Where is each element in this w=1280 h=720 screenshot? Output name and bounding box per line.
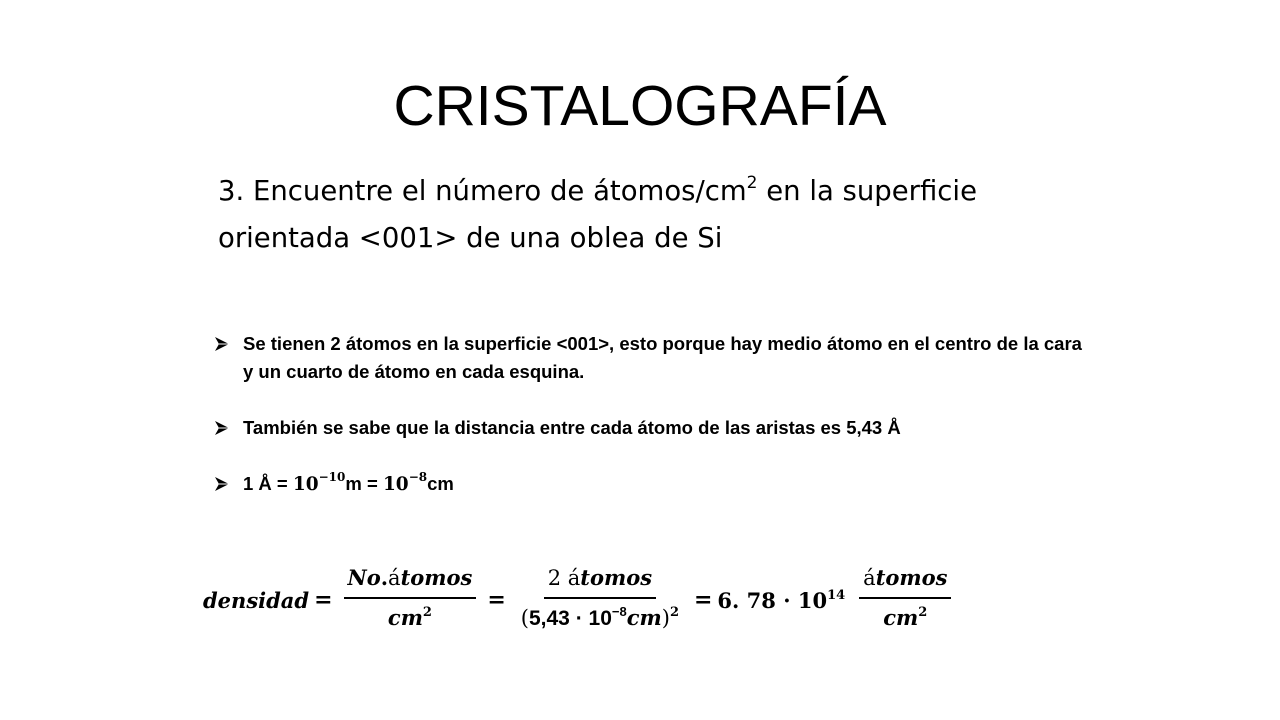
conversion-exponent-1: −10	[318, 470, 346, 484]
result-mantissa: . 78 · 10	[732, 587, 828, 613]
fraction-substitution	[517, 565, 683, 635]
fraction-denominator	[384, 599, 436, 635]
arrow-bullet-icon	[214, 330, 234, 358]
denominator-exponent: 2	[918, 605, 928, 620]
question-text	[218, 170, 1118, 260]
result-exponent: 14	[827, 587, 846, 603]
bullet-item-2	[214, 414, 1094, 442]
numerator-dot: .	[380, 565, 389, 590]
numerator-atoms: tomos	[580, 565, 653, 590]
fraction-denominator	[517, 599, 683, 635]
denominator-lattice-constant: 5,43 · 10	[528, 607, 612, 630]
fraction-atoms-per-area	[344, 565, 477, 635]
conversion-exponent-2: −8	[408, 470, 428, 484]
denominator-exponent: 2	[422, 605, 432, 620]
numerator-no: No	[347, 565, 381, 590]
numerator-accent: á	[863, 566, 876, 590]
question-superscript: 2	[746, 173, 758, 193]
result-value	[717, 588, 845, 613]
fraction-numerator	[544, 565, 656, 599]
equals-sign: =	[487, 587, 506, 613]
question-line-2: orientada <001> de una oblea de Si	[218, 222, 723, 254]
fraction-numerator	[344, 565, 477, 599]
fraction-denominator	[879, 599, 931, 635]
question-line-1-text: 3. Encuentre el número de átomos/cm	[218, 175, 747, 207]
denominator-open-paren: (	[520, 606, 529, 630]
conversion-base-1: 10	[292, 474, 319, 495]
numerator-accent: á	[388, 566, 401, 590]
numerator-two: 2	[547, 566, 568, 590]
density-equation	[203, 560, 957, 640]
question-line-1	[218, 170, 1118, 217]
equation-lhs: densidad	[203, 587, 310, 613]
numerator-atoms: tomos	[875, 565, 948, 590]
unit-conversion-prefix: 1 Å =	[243, 473, 293, 494]
arrow-bullet-icon	[214, 470, 234, 498]
denominator-exponent-1: −8	[611, 604, 627, 619]
conversion-base-2: 10	[382, 474, 409, 495]
bullet-list	[214, 330, 1094, 528]
denominator-close-paren: )	[661, 606, 670, 630]
numerator-atoms: tomos	[400, 565, 473, 590]
equals-sign: =	[693, 587, 713, 613]
numerator-accent: á	[567, 566, 581, 590]
bullet-item-3	[214, 470, 1094, 500]
conversion-mid: m =	[345, 473, 383, 494]
denominator-cm: cm	[387, 605, 423, 630]
conversion-suffix: cm	[427, 473, 454, 494]
denominator-exponent-2: 2	[669, 605, 679, 620]
bullet-item-2-text: También se sabe que la distancia entre cada átomo de las aristas es 5,43 Å	[243, 417, 901, 438]
bullet-item-1	[214, 330, 1094, 386]
result-digit: 6	[717, 587, 733, 613]
fraction-result-units	[859, 565, 951, 635]
slide-title: CRISTALOGRAFÍA	[393, 74, 887, 138]
arrow-bullet-icon	[214, 414, 234, 442]
bullet-item-1-text: Se tienen 2 átomos en la superficie <001>, esto porque hay medio átomo en el centro de la cara y un cuarto de átomo en cada esquina.	[243, 333, 1082, 382]
equals-sign: =	[314, 587, 333, 613]
denominator-cm: cm	[883, 605, 919, 630]
denominator-cm: cm	[626, 605, 662, 630]
question-line-1-end: en la superficie	[757, 175, 977, 207]
fraction-numerator	[859, 565, 951, 599]
